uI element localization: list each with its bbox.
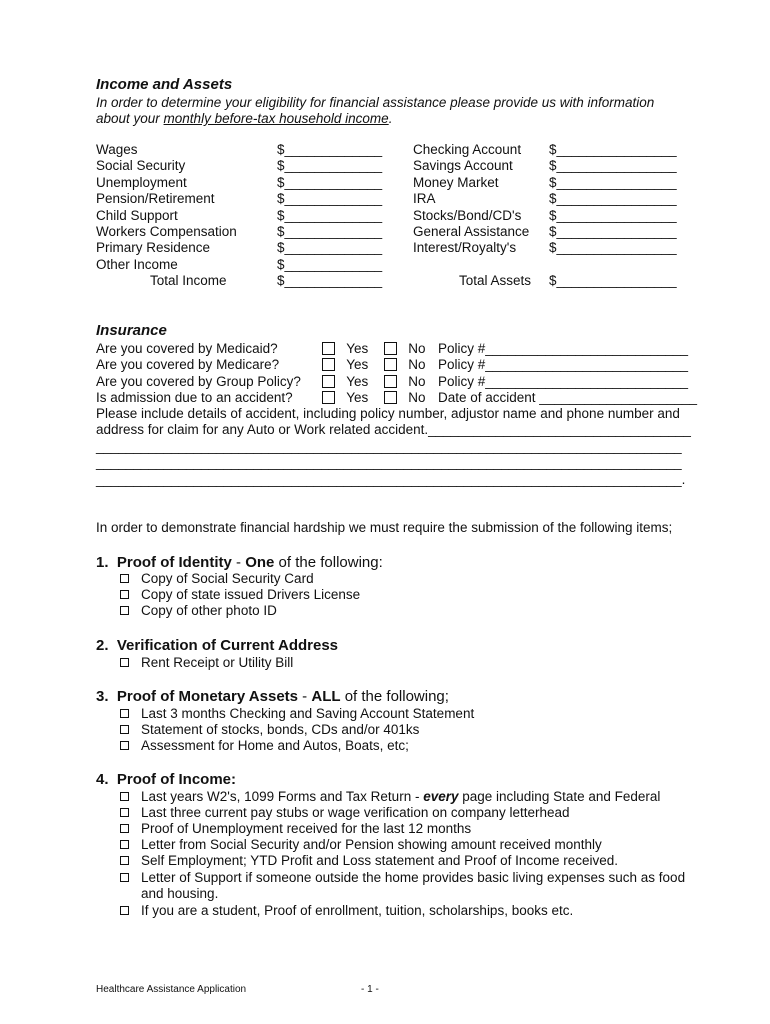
insurance-questions xyxy=(96,341,301,407)
income-label-pension: Pension/Retirement xyxy=(96,191,215,207)
list-item xyxy=(120,789,660,805)
asset-field-general-assistance[interactable]: $________________ xyxy=(549,223,677,239)
income-field-primary-residence[interactable]: $_____________ xyxy=(277,240,383,256)
item-text: Copy of other photo ID xyxy=(141,603,277,618)
section-4-number: 4. xyxy=(96,771,109,788)
asset-field-ira[interactable]: $________________ xyxy=(549,191,677,207)
income-field-total[interactable]: $_____________ xyxy=(277,273,383,289)
checkbox-square-icon[interactable] xyxy=(120,606,129,615)
list-item xyxy=(120,587,360,603)
list-item xyxy=(120,903,573,919)
item-text: If you are a student, Proof of enrollment, tuition, scholarships, books etc. xyxy=(141,903,574,918)
checkbox-square-icon[interactable] xyxy=(120,574,129,583)
checkbox-square-icon[interactable] xyxy=(120,709,129,718)
insurance-q-medicaid: Are you covered by Medicaid? xyxy=(96,341,278,356)
item-text: Last 3 months Checking and Saving Account Statement xyxy=(141,706,475,721)
income-blanks xyxy=(277,142,382,290)
section-3-qualifier: ALL xyxy=(311,688,341,705)
list-item xyxy=(120,655,293,671)
asset-field-interest[interactable]: $________________ xyxy=(549,240,677,256)
income-field-wages[interactable]: $_____________ xyxy=(277,142,383,157)
medicare-yes-label: Yes xyxy=(346,357,369,373)
income-label-other: Other Income xyxy=(96,256,178,272)
insurance-no-column xyxy=(384,341,426,407)
insurance-policy-column xyxy=(438,341,697,407)
income-intro-line2 xyxy=(96,111,392,126)
medicaid-no-label: No xyxy=(408,341,426,356)
section-1-sep: - xyxy=(231,554,246,571)
section-2-number: 2. xyxy=(96,637,109,654)
list-item xyxy=(120,603,277,619)
accident-date-field[interactable]: Date of accident _____________________ xyxy=(438,390,697,406)
asset-field-checking[interactable]: $________________ xyxy=(549,142,677,157)
medicaid-yes-label: Yes xyxy=(346,341,369,356)
section-1-qualifier: One xyxy=(245,554,275,571)
list-item xyxy=(120,853,618,869)
intro-text-pre: about your xyxy=(96,111,164,126)
list-item xyxy=(120,821,471,837)
accident-yes-checkbox[interactable] xyxy=(322,391,335,404)
intro-text-post: . xyxy=(388,111,393,126)
accident-blank-line3[interactable]: ______________________________________________________________________________. xyxy=(96,471,686,487)
section-3-sep: - xyxy=(298,688,312,705)
section-3-heading xyxy=(96,688,449,705)
item-text-pre: Last years W2's, 1099 Forms and Tax Return - xyxy=(141,789,424,804)
medicare-policy-field[interactable]: Policy #___________________________ xyxy=(438,357,688,373)
page-number: - 1 - xyxy=(361,984,379,995)
checkbox-square-icon[interactable] xyxy=(120,590,129,599)
list-item xyxy=(120,738,409,754)
asset-label-checking: Checking Account xyxy=(413,142,522,157)
income-field-other[interactable]: $_____________ xyxy=(277,256,383,272)
insurance-yes-column xyxy=(322,341,368,407)
income-label-wages: Wages xyxy=(96,142,138,157)
income-field-pension[interactable]: $_____________ xyxy=(277,191,383,207)
hardship-intro: In order to demonstrate financial hardship we must require the submission of the following items; xyxy=(96,520,673,535)
footer-title: Healthcare Assistance Application xyxy=(96,984,247,995)
section-1-number: 1. xyxy=(96,554,109,571)
list-item xyxy=(120,870,685,886)
group-no-label: No xyxy=(408,373,426,389)
item-text: Last three current pay stubs or wage verification on company letterhead xyxy=(141,805,570,820)
checkbox-square-icon[interactable] xyxy=(120,856,129,865)
medicare-no-label: No xyxy=(408,357,426,373)
section-3-rest: of the following; xyxy=(340,688,449,705)
asset-field-money-market[interactable]: $________________ xyxy=(549,174,677,190)
section-3-title: Proof of Monetary Assets xyxy=(116,688,299,705)
accident-details-line2[interactable]: address for claim for any Auto or Work related accident.___________________________________ xyxy=(96,422,691,438)
intro-underlined-phrase: monthly before-tax household income xyxy=(163,111,389,126)
accident-blank-line2[interactable]: ______________________________________________________________________________ xyxy=(96,455,682,471)
insurance-heading: Insurance xyxy=(96,322,167,339)
section-1-heading xyxy=(96,554,383,571)
section-4-title: Proof of Income: xyxy=(116,771,237,788)
income-field-workers-comp[interactable]: $_____________ xyxy=(277,223,383,239)
item-text: Copy of Social Security Card xyxy=(141,571,314,586)
medicaid-no-checkbox[interactable] xyxy=(384,342,397,355)
item-text-emphasis: every xyxy=(423,789,459,804)
insurance-q-accident: Is admission due to an accident? xyxy=(96,390,293,406)
asset-blanks xyxy=(549,142,677,290)
medicare-no-checkbox[interactable] xyxy=(384,358,397,371)
group-policy-field[interactable]: Policy #___________________________ xyxy=(438,373,688,389)
checkbox-square-icon[interactable] xyxy=(120,873,129,882)
item-text: Assessment for Home and Autos, Boats, etc; xyxy=(141,738,409,753)
checkbox-square-icon[interactable] xyxy=(120,906,129,915)
income-label-child-support: Child Support xyxy=(96,207,178,223)
accident-blank-line1[interactable]: ______________________________________________________________________________ xyxy=(96,438,682,454)
group-no-checkbox[interactable] xyxy=(384,375,397,388)
checkbox-square-icon[interactable] xyxy=(120,840,129,849)
item-text: Self Employment; YTD Profit and Loss statement and Proof of Income received. xyxy=(141,853,618,868)
checkbox-square-icon[interactable] xyxy=(120,658,129,667)
section-2-title: Verification of Current Address xyxy=(116,637,339,654)
insurance-q-medicare: Are you covered by Medicare? xyxy=(96,357,280,373)
income-label-social-security: Social Security xyxy=(96,158,186,174)
asset-field-stocks[interactable]: $________________ xyxy=(549,207,677,223)
accident-no-label: No xyxy=(408,390,426,406)
item-text-post: page including State and Federal xyxy=(458,789,661,804)
item-text: Copy of state issued Drivers License xyxy=(141,587,361,602)
item-text: Letter of Support if someone outside the home provides basic living expenses such as food xyxy=(141,870,686,885)
section-2-heading xyxy=(96,637,338,654)
item-text: Letter from Social Security and/or Pension showing amount received monthly xyxy=(141,837,602,852)
asset-total-label: Total Assets xyxy=(459,273,532,289)
section-1-rest: of the following: xyxy=(274,554,383,571)
item-text: Rent Receipt or Utility Bill xyxy=(141,655,294,670)
income-label-unemployment: Unemployment xyxy=(96,174,187,190)
item-text: Proof of Unemployment received for the last 12 months xyxy=(141,821,472,836)
list-item xyxy=(120,722,419,738)
income-labels xyxy=(96,142,237,290)
medicaid-policy-field[interactable]: Policy #___________________________ xyxy=(438,341,688,356)
accident-no-checkbox[interactable] xyxy=(384,391,397,404)
insurance-q-group: Are you covered by Group Policy? xyxy=(96,373,301,389)
income-field-social-security[interactable]: $_____________ xyxy=(277,158,383,174)
asset-label-general-assistance: General Assistance xyxy=(413,223,530,239)
medicare-yes-checkbox[interactable] xyxy=(322,358,335,371)
checkbox-square-icon[interactable] xyxy=(120,741,129,750)
accident-yes-label: Yes xyxy=(346,390,369,406)
asset-field-savings[interactable]: $________________ xyxy=(549,158,677,174)
income-label-workers-comp: Workers Compensation xyxy=(96,223,237,239)
list-item xyxy=(120,571,314,587)
income-assets-heading: Income and Assets xyxy=(96,76,233,93)
item-text: Statement of stocks, bonds, CDs and/or 401ks xyxy=(141,722,420,737)
section-4-heading xyxy=(96,771,236,788)
list-item xyxy=(120,837,602,853)
list-item xyxy=(120,706,474,722)
asset-field-total[interactable]: $________________ xyxy=(549,273,677,289)
checkbox-square-icon[interactable] xyxy=(120,792,129,801)
income-total-label: Total Income xyxy=(150,273,227,289)
income-intro-line1: In order to determine your eligibility for financial assistance please provide us with information xyxy=(96,95,655,110)
section-3-number: 3. xyxy=(96,688,109,705)
income-field-unemployment[interactable]: $_____________ xyxy=(277,174,383,190)
group-yes-checkbox[interactable] xyxy=(322,375,335,388)
income-label-primary-residence: Primary Residence xyxy=(96,240,211,256)
accident-details-line1: Please include details of accident, including policy number, adjustor name and phone number and xyxy=(96,406,680,421)
checkbox-square-icon[interactable] xyxy=(120,808,129,817)
asset-label-savings: Savings Account xyxy=(413,158,513,174)
accident-details xyxy=(96,406,691,488)
list-item-continuation: and housing. xyxy=(141,886,219,901)
asset-label-interest: Interest/Royalty's xyxy=(413,240,517,256)
medicaid-yes-checkbox[interactable] xyxy=(322,342,335,355)
group-yes-label: Yes xyxy=(346,373,369,389)
section-1-title: Proof of Identity xyxy=(116,554,232,571)
checkbox-square-icon[interactable] xyxy=(120,725,129,734)
asset-label-ira: IRA xyxy=(413,191,436,207)
list-item xyxy=(120,805,570,821)
asset-label-stocks: Stocks/Bond/CD's xyxy=(413,207,522,223)
income-field-child-support[interactable]: $_____________ xyxy=(277,207,383,223)
asset-label-money-market: Money Market xyxy=(413,174,499,190)
asset-labels xyxy=(413,142,531,290)
checkbox-square-icon[interactable] xyxy=(120,824,129,833)
